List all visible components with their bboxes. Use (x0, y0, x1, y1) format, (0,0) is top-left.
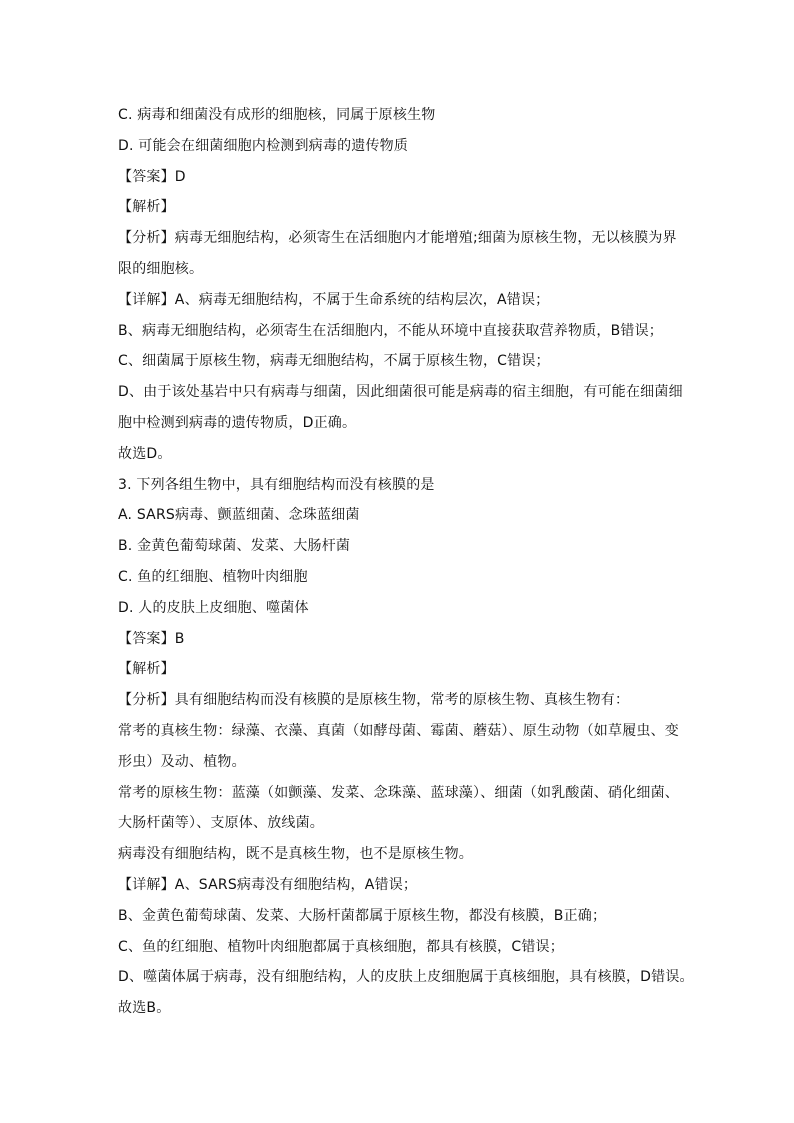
option-c-q3: C. 鱼的红细胞、植物叶肉细胞 (118, 568, 308, 585)
answer-q2: 【答案】D (118, 168, 186, 185)
detail-q3-c: C、鱼的红细胞、植物叶肉细胞都属于真核细胞，都具有核膜，C错误； (118, 938, 564, 955)
detail-q2-d-line2: 胞中检测到病毒的遗传物质，D正确。 (118, 414, 357, 431)
answer-q3: 【答案】B (118, 630, 185, 647)
analysis-heading-q2: 【解析】 (118, 199, 175, 216)
analysis-text-q2-line2: 限的细胞核。 (118, 260, 204, 277)
detail-q3-d: D、噬菌体属于病毒，没有细胞结构，人的皮肤上皮细胞属于真核细胞，具有核膜，D错误。 (118, 969, 694, 986)
detail-q3-b: B、金黄色葡萄球菌、发菜、大肠杆菌都属于原核生物，都没有核膜，B正确； (118, 907, 607, 924)
conclusion-q2: 故选D。 (118, 445, 172, 462)
eukaryote-list-line2: 形虫）及动、植物。 (118, 753, 246, 770)
document-body (118, 100, 694, 1024)
analysis-text-q3: 【分析】具有细胞结构而没有核膜的是原核生物，常考的原核生物、真核生物有： (118, 692, 630, 709)
option-c-q2: C. 病毒和细菌没有成形的细胞核，同属于原核生物 (118, 107, 436, 123)
option-b-q3: B. 金黄色葡萄球菌、发菜、大肠杆菌 (118, 538, 351, 555)
detail-q2-b: B、病毒无细胞结构，必须寄生在活细胞内，不能从环境中直接获取营养物质，B错误； (118, 322, 664, 339)
option-d-q3: D. 人的皮肤上皮细胞、噬菌体 (118, 599, 309, 616)
eukaryote-list-line1: 常考的真核生物：绿藻、衣藻、真菌（如酵母菌、霉菌、蘑菇）、原生动物（如草履虫、变 (118, 722, 679, 739)
detail-q3-a: 【详解】A、SARS病毒没有细胞结构，A错误； (118, 876, 418, 893)
prokaryote-list-line2: 大肠杆菌等）、支原体、放线菌。 (118, 815, 324, 832)
analysis-heading-q3: 【解析】 (118, 661, 175, 678)
virus-note: 病毒没有细胞结构，既不是真核生物，也不是原核生物。 (118, 846, 473, 863)
conclusion-q3: 故选B。 (118, 1000, 171, 1017)
option-a-q3: A. SARS病毒、颤蓝细菌、念珠蓝细菌 (118, 507, 360, 524)
question-3: 3. 下列各组生物中，具有细胞结构而没有核膜的是 (118, 476, 435, 493)
detail-q2-c: C、细菌属于原核生物，病毒无细胞结构，不属于原核生物，C错误； (118, 353, 550, 370)
analysis-text-q2-line1: 【分析】病毒无细胞结构，必须寄生在活细胞内才能增殖;细菌为原核生物，无以核膜为界 (118, 230, 677, 247)
prokaryote-list-line1: 常考的原核生物：蓝藻（如颤藻、发菜、念珠藻、蓝球藻）、细菌（如乳酸菌、硝化细菌、 (118, 784, 679, 801)
detail-q2-a: 【详解】A、病毒无细胞结构，不属于生命系统的结构层次，A错误； (118, 291, 550, 308)
detail-q2-d-line1: D、由于该处基岩中只有病毒与细菌，因此细菌很可能是病毒的宿主细胞，有可能在细菌细 (118, 384, 683, 401)
option-d-q2: D. 可能会在细菌细胞内检测到病毒的遗传物质 (118, 137, 409, 154)
